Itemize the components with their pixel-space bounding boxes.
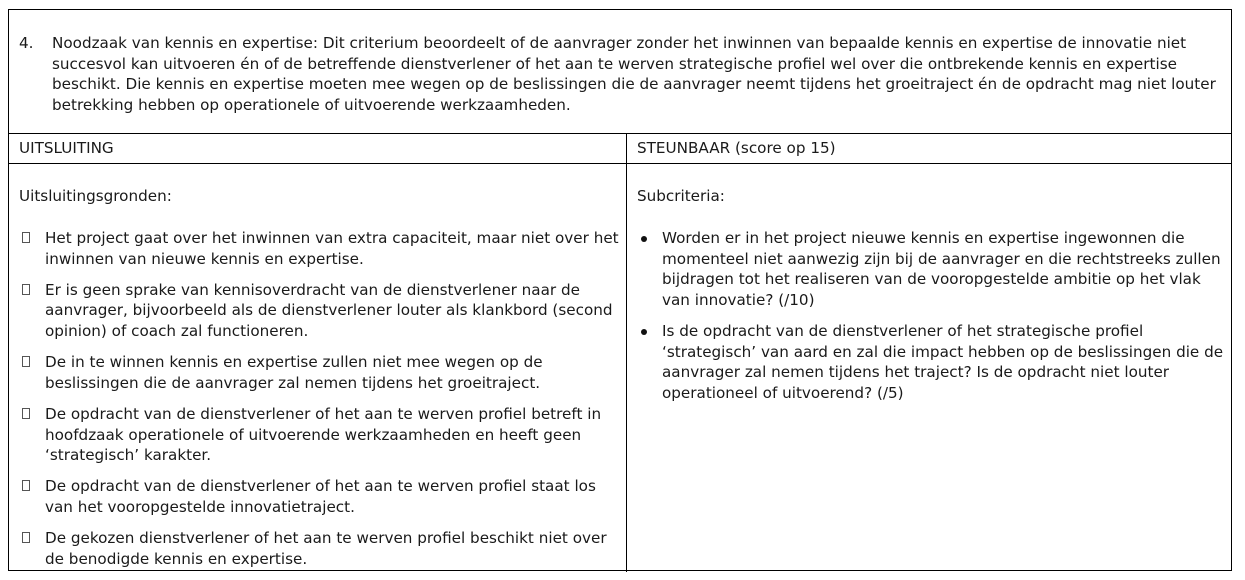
- criterion-intro: [9, 10, 1231, 134]
- exclusion-item-text: De opdracht van de dienstverlener of het aan te werven profiel staat los van het vooropgestelde innovatietraject.: [45, 477, 596, 516]
- table-header-row: [9, 134, 1231, 164]
- exclusion-title: Uitsluitingsgronden:: [19, 187, 172, 205]
- list-item: [19, 476, 624, 517]
- criteria-table: [8, 9, 1232, 571]
- list-item: [637, 321, 1229, 403]
- exclusion-item-text: De opdracht van de dienstverlener of het aan te werven profiel betreft in hoofdzaak operationele of uitvoerende werkzaamheden en heeft geen ‘strategisch’ karakter.: [45, 404, 602, 465]
- header-eligible: STEUNBAAR (score op 15): [637, 139, 836, 157]
- exclusion-item-text: De in te winnen kennis en expertise zullen niet mee wegen op de beslissingen die de aanvrager zal nemen tijdens het groeitraject.: [45, 353, 543, 392]
- criterion-number: 4.: [19, 34, 34, 52]
- checkbox-glyph-icon: [22, 532, 30, 543]
- checkbox-glyph-icon: [22, 356, 30, 367]
- subcriteria-list: [637, 228, 1229, 414]
- list-item: [19, 228, 624, 269]
- list-item: [19, 528, 624, 569]
- bullet-icon: [641, 329, 647, 335]
- list-item: [19, 352, 624, 393]
- checkbox-glyph-icon: [22, 480, 30, 491]
- exclusion-item-text: Het project gaat over het inwinnen van extra capaciteit, maar niet over het inwinnen van nieuwe kennis en expertise.: [45, 229, 619, 268]
- subcriteria-item-text: Is de opdracht van de dienstverlener of het strategische profiel ‘strategisch’ van aard en zal die impact hebben op de beslissingen die de aanvrager zal nemen tijdens het traject? Is de opdracht niet louter operationeel of uitvoerend? (/5): [662, 321, 1224, 402]
- exclusion-item-text: De gekozen dienstverlener of het aan te werven profiel beschikt niet over de benodigde kennis en expertise.: [45, 529, 607, 568]
- subcriteria-item-text: Worden er in het project nieuwe kennis en expertise ingewonnen die momenteel niet aanwezig zijn bij de aanvrager en die rechtstreeks zullen bijdragen tot het realiseren van de vooropgestelde ambitie op het vlak van innovatie? (/10): [662, 229, 1221, 309]
- exclusion-list: [19, 228, 624, 580]
- bullet-icon: [641, 236, 647, 242]
- exclusion-item-text: Er is geen sprake van kennisoverdracht van de dienstverlener naar de aanvrager, bijvoorbeeld als de dienstverlener louter als klankbord (second opinion) of coach zal functioneren.: [45, 280, 613, 340]
- list-item: [637, 228, 1229, 310]
- eligible-column: [627, 164, 1231, 572]
- subcriteria-title: Subcriteria:: [637, 187, 725, 205]
- criterion-description: Noodzaak van kennis en expertise: Dit criterium beoordeelt of de aanvrager zonder het inwinnen van bepaalde kennis en expertise de innovatie niet succesvol kan uitvoeren én of de betreffende dienstverlener of het aan te werven strategische profiel wel over die ontbrekende kennis en expertise beschikt. Die kennis en expertise moeten mee wegen op de beslissingen die de aanvrager neemt tijdens het groeitraject én de opdracht mag niet louter betrekking hebben op operationele of uitvoerende werkzaamheden.: [52, 34, 1216, 114]
- list-item: [19, 280, 624, 342]
- exclusion-column: [9, 164, 626, 572]
- checkbox-glyph-icon: [22, 408, 30, 419]
- checkbox-glyph-icon: [22, 284, 30, 295]
- checkbox-glyph-icon: [22, 232, 30, 243]
- header-exclusion: UITSLUITING: [19, 139, 114, 157]
- list-item: [19, 404, 624, 466]
